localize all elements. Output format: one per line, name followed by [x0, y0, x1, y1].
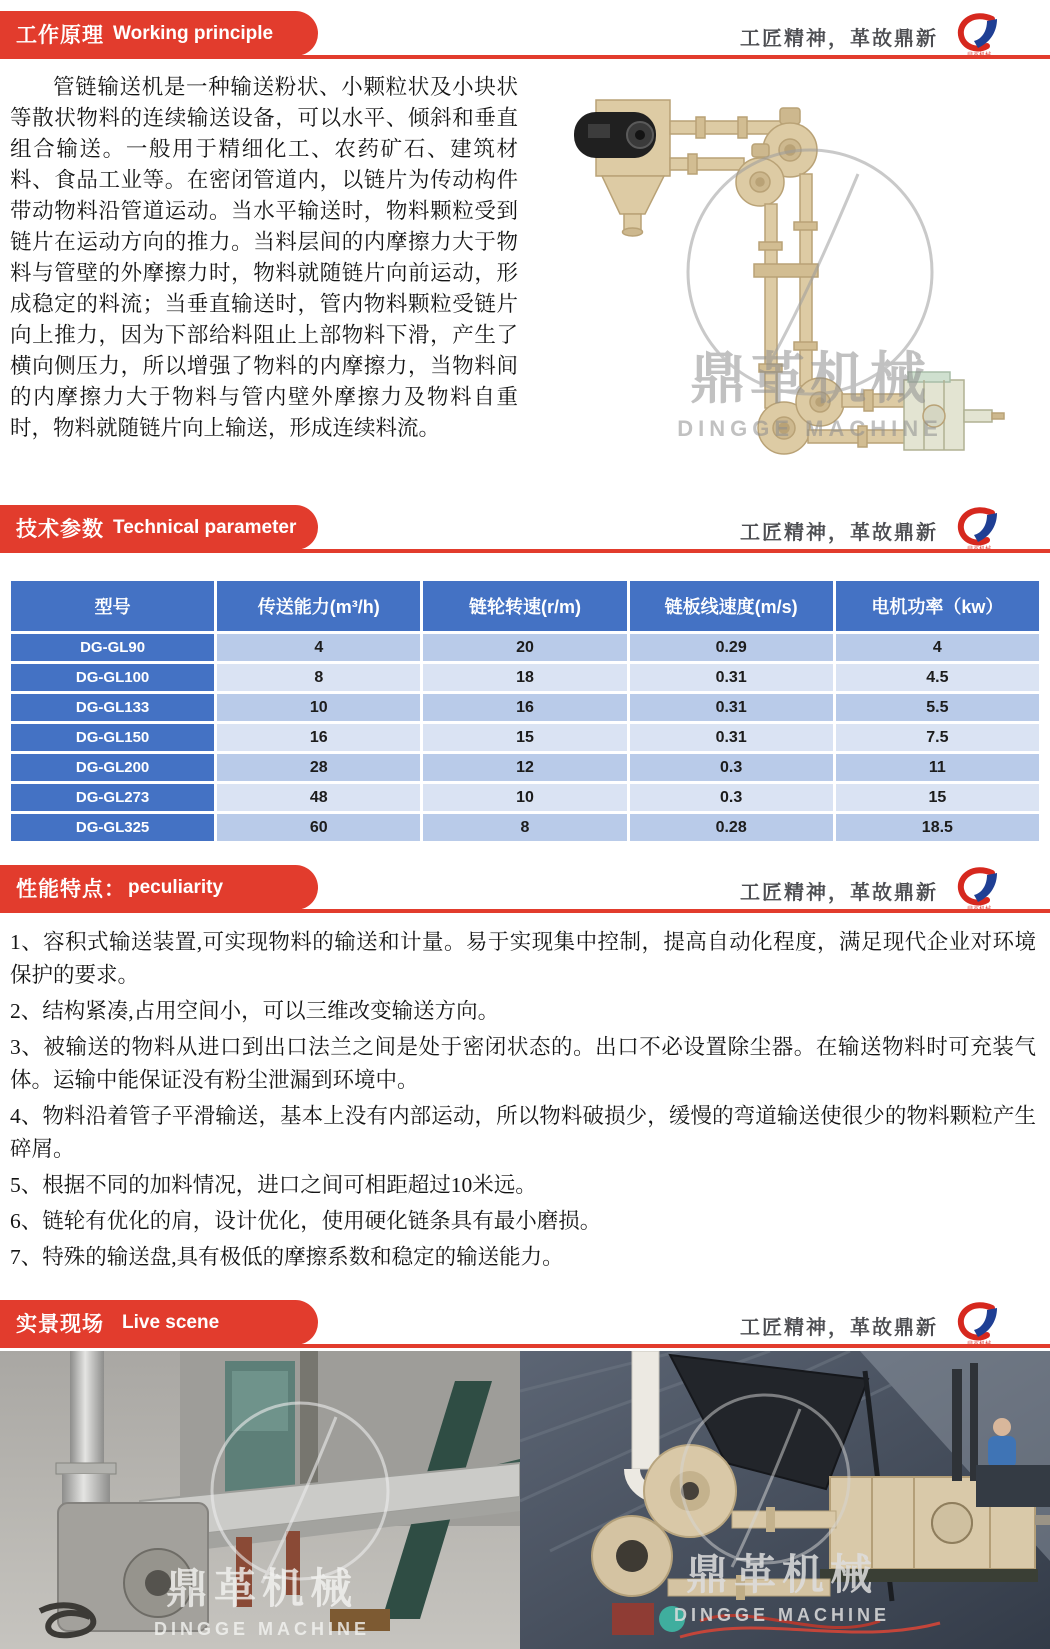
value-cell: 4 — [217, 634, 420, 661]
brand-slogan: 工匠精神，革故鼎新 — [740, 882, 938, 904]
value-cell: 8 — [217, 664, 420, 691]
value-cell: 60 — [217, 814, 420, 841]
section-title-en: Live scene — [122, 1311, 220, 1333]
section-title-cn: 技术参数 — [16, 517, 104, 541]
live-photo-left — [0, 1351, 520, 1649]
value-cell: 0.3 — [630, 784, 833, 811]
brand-logo-icon — [952, 504, 1006, 554]
value-cell: 15 — [836, 784, 1039, 811]
section-title-cn: 实景现场 — [16, 1312, 104, 1336]
section-ribbon — [0, 1300, 318, 1345]
feature-item: 4、物料沿着管子平滑输送，基本上没有内部运动，所以物料破损少，缓慢的弯道输送使很少的物料颗粒产生碎屑。 — [10, 1104, 1036, 1161]
table-header-cell: 型号 — [11, 581, 214, 631]
feature-item: 6、链轮有优化的肩，设计优化，使用硬化链条具有最小磨损。 — [10, 1209, 602, 1233]
table-row — [11, 784, 1039, 811]
table-row — [11, 814, 1039, 841]
feature-item: 3、被输送的物料从进口到出口法兰之间是处于密闭状态的。出口不必设置除尘器。在输送物料时可充装气体。运输中能保证没有粉尘泄漏到环境中。 — [10, 1035, 1036, 1092]
value-cell: 8 — [423, 814, 626, 841]
section-title-cn: 性能特点： — [16, 877, 126, 901]
spec-table — [8, 578, 1042, 844]
table-row — [11, 724, 1039, 751]
brand-slogan: 工匠精神，革故鼎新 — [740, 28, 938, 50]
brand-slogan: 工匠精神，革故鼎新 — [740, 1317, 938, 1339]
value-cell: 10 — [217, 694, 420, 721]
value-cell: 15 — [423, 724, 626, 751]
brand-logo-icon — [952, 10, 1006, 60]
section-title-en: Technical parameter — [113, 516, 297, 538]
value-cell: 16 — [217, 724, 420, 751]
value-cell: 0.31 — [630, 664, 833, 691]
working-principle-section — [0, 60, 1050, 494]
value-cell: 0.31 — [630, 694, 833, 721]
table-row — [11, 754, 1039, 781]
product-image — [528, 66, 1010, 494]
section-header-peculiarity — [0, 860, 1050, 914]
value-cell: 7.5 — [836, 724, 1039, 751]
value-cell: 28 — [217, 754, 420, 781]
feature-item: 7、特殊的输送盘,具有极低的摩擦系数和稳定的输送能力。 — [10, 1245, 564, 1269]
spec-table-header-row — [11, 581, 1039, 631]
section-header-working-principle — [0, 6, 1050, 60]
live-photo-right — [520, 1351, 1050, 1649]
value-cell: 5.5 — [836, 694, 1039, 721]
feature-item: 5、根据不同的加料情况，进口之间可相距超过10米远。 — [10, 1173, 537, 1197]
svg-text:鼎革机械: 鼎革机械 — [685, 1553, 879, 1599]
value-cell: 12 — [423, 754, 626, 781]
model-cell: DG-GL100 — [11, 664, 214, 691]
value-cell: 0.31 — [630, 724, 833, 751]
table-row — [11, 634, 1039, 661]
table-row — [11, 694, 1039, 721]
model-cell: DG-GL273 — [11, 784, 214, 811]
table-header-cell: 链轮转速(r/m) — [423, 581, 626, 631]
section-ribbon — [0, 865, 318, 910]
brand-logo-icon — [952, 864, 1006, 914]
section-title-en: Working principle — [113, 22, 274, 44]
value-cell: 18 — [423, 664, 626, 691]
model-cell: DG-GL150 — [11, 724, 214, 751]
spec-table-body — [11, 634, 1039, 841]
value-cell: 4 — [836, 634, 1039, 661]
value-cell: 11 — [836, 754, 1039, 781]
table-header-cell: 链板线速度(m/s) — [630, 581, 833, 631]
value-cell: 0.3 — [630, 754, 833, 781]
value-cell: 16 — [423, 694, 626, 721]
section-header-live-scene — [0, 1295, 1050, 1349]
value-cell: 10 — [423, 784, 626, 811]
section-header-technical-parameter — [0, 500, 1050, 554]
brand-slogan: 工匠精神，革故鼎新 — [740, 522, 938, 544]
section-title-cn: 工作原理 — [16, 23, 104, 47]
value-cell: 4.5 — [836, 664, 1039, 691]
feature-item: 1、容积式输送装置,可实现物料的输送和计量。易于实现集中控制，提高自动化程度，满足现代企业对环境保护的要求。 — [10, 930, 1036, 987]
section-ribbon — [0, 505, 318, 550]
value-cell: 48 — [217, 784, 420, 811]
model-cell: DG-GL325 — [11, 814, 214, 841]
value-cell: 18.5 — [836, 814, 1039, 841]
table-header-cell: 传送能力(m³/h) — [217, 581, 420, 631]
table-row — [11, 664, 1039, 691]
table-header-cell: 电机功率（kw） — [836, 581, 1039, 631]
model-cell: DG-GL90 — [11, 634, 214, 661]
brand-logo-icon — [952, 1299, 1006, 1349]
svg-text:DINGGE MACHINE: DINGGE MACHINE — [153, 1619, 371, 1639]
section-ribbon — [0, 11, 318, 56]
section-title-en: peculiarity — [128, 876, 224, 898]
features-list — [0, 914, 1050, 1293]
live-scene-photos — [0, 1351, 1050, 1649]
svg-text:鼎革机械: 鼎革机械 — [690, 349, 930, 411]
svg-text:DINGGE MACHINE: DINGGE MACHINE — [673, 1605, 891, 1625]
svg-text:鼎革机械: 鼎革机械 — [165, 1567, 359, 1613]
working-principle-text: 管链输送机是一种输送粉状、小颗粒状及小块状等散状物料的连续输送设备，可以水平、倾斜和垂直组合输送。一般用于精细化工、农药矿石、建筑材料、食品工业等。在密闭管道内，以链片为传动构件带动物料沿管道运动。当水平输送时，物料颗粒受到链片在运动方向的推力。当料层间的内摩擦力大于物料与管壁的外摩擦力时，物料就随链片向前运动，形成稳定的料流；当垂直输送时，管内物料颗粒受链片向上推力，因为下部给料阻止上部物料下滑，产生了横向侧压力，所以增强了物料的内摩擦力，当物料间的内摩擦力大于物料与管内壁外摩擦力及物料自重时，物料就随链片向上输送，形成连续料流。 — [10, 75, 518, 440]
value-cell: 20 — [423, 634, 626, 661]
model-cell: DG-GL200 — [11, 754, 214, 781]
model-cell: DG-GL133 — [11, 694, 214, 721]
feature-item: 2、结构紧凑,占用空间小，可以三维改变输送方向。 — [10, 999, 500, 1023]
value-cell: 0.28 — [630, 814, 833, 841]
value-cell: 0.29 — [630, 634, 833, 661]
svg-text:DINGGE MACHINE: DINGGE MACHINE — [677, 416, 943, 441]
